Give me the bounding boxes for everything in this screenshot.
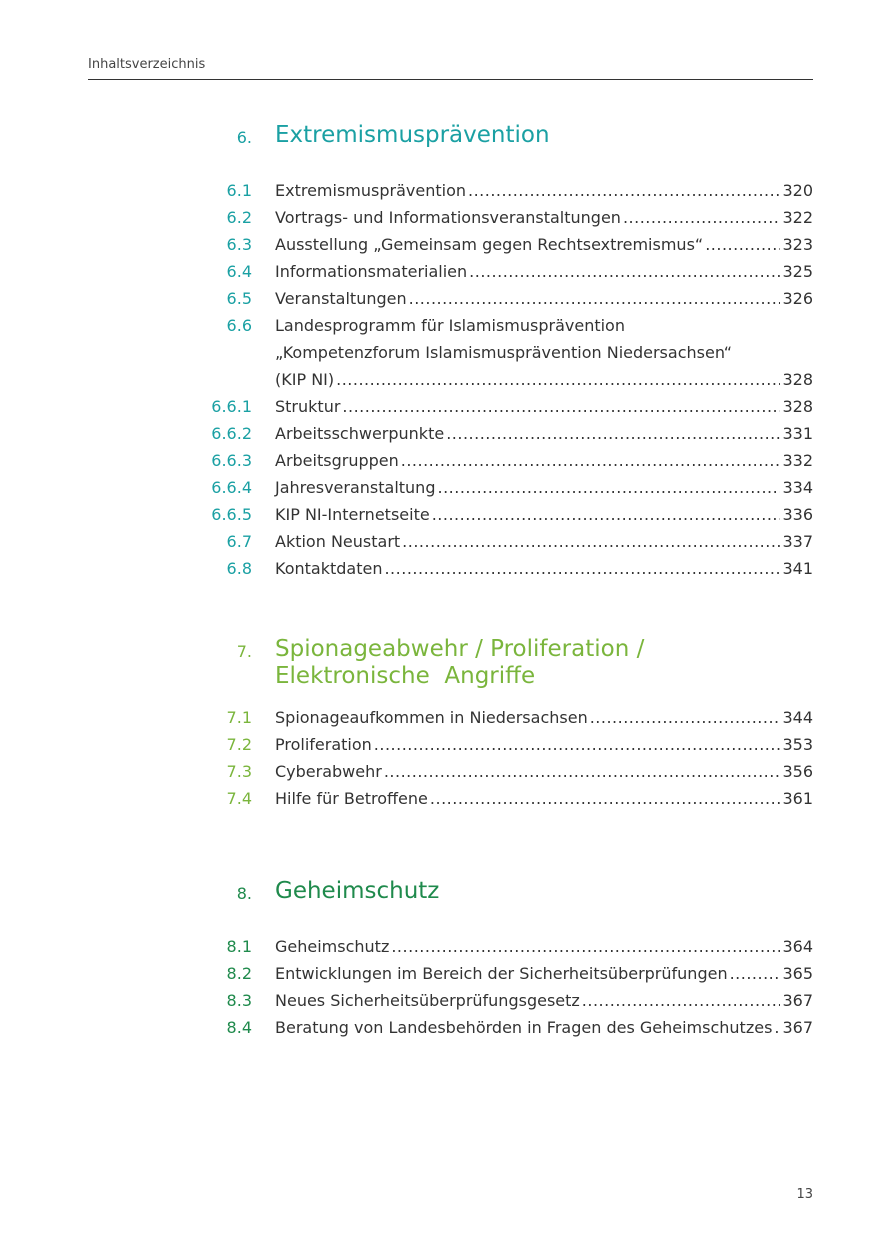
entry-content bbox=[275, 555, 813, 582]
toc-entry[interactable] bbox=[0, 474, 875, 501]
toc-entry[interactable] bbox=[0, 366, 875, 393]
entry-page-number: 344 bbox=[782, 708, 813, 727]
entry-number: 7.1 bbox=[226, 708, 252, 727]
toc-section bbox=[0, 636, 875, 812]
section-title-line: Extremismusprävention bbox=[275, 122, 550, 148]
entry-page-number: 323 bbox=[782, 235, 813, 254]
toc-entry[interactable] bbox=[0, 785, 875, 812]
toc-entry[interactable] bbox=[0, 704, 875, 731]
section-heading bbox=[0, 122, 875, 177]
entry-title: Beratung von Landesbehörden in Fragen des Geheimschutzes bbox=[275, 1018, 773, 1037]
entry-number: 6.6.3 bbox=[211, 451, 252, 470]
toc-entry[interactable] bbox=[0, 285, 875, 312]
entry-number: 7.3 bbox=[226, 762, 252, 781]
section-title bbox=[275, 636, 644, 690]
toc-entry[interactable] bbox=[0, 987, 875, 1014]
entry-title: Geheimschutz bbox=[275, 937, 390, 956]
entry-title: Extremismusprävention bbox=[275, 181, 466, 200]
entry-title: Entwicklungen im Bereich der Sicherheitsüberprüfungen bbox=[275, 964, 728, 983]
entry-page-number: 332 bbox=[782, 451, 813, 470]
toc-entry[interactable] bbox=[0, 258, 875, 285]
entry-title: Kontaktdaten bbox=[275, 559, 383, 578]
toc-entry[interactable] bbox=[0, 420, 875, 447]
dot-leader bbox=[774, 1014, 780, 1041]
toc-entry-line bbox=[0, 339, 875, 366]
toc-entry-line bbox=[0, 312, 875, 339]
toc-entry[interactable] bbox=[0, 231, 875, 258]
entry-page-number: 328 bbox=[782, 397, 813, 416]
entry-title-line: „Kompetenzforum Islamismusprävention Niedersachsen“ bbox=[275, 343, 733, 362]
entry-title: (KIP NI) bbox=[275, 370, 335, 389]
entry-page-number: 361 bbox=[782, 789, 813, 808]
entry-title: Informationsmaterialien bbox=[275, 262, 468, 281]
toc-section bbox=[0, 122, 875, 582]
entry-number: 8.2 bbox=[226, 964, 252, 983]
entry-content bbox=[275, 420, 813, 447]
entry-number: 8.1 bbox=[226, 937, 252, 956]
entry-title: Vortrags- und Informationsveranstaltungen bbox=[275, 208, 621, 227]
toc-entry[interactable] bbox=[0, 393, 875, 420]
dot-leader bbox=[437, 474, 780, 501]
toc-entry[interactable] bbox=[0, 731, 875, 758]
entry-page-number: 341 bbox=[782, 559, 813, 578]
section-title bbox=[275, 878, 439, 905]
entry-content bbox=[275, 1014, 813, 1041]
dot-leader bbox=[342, 393, 780, 420]
entry-number: 6.6.1 bbox=[211, 397, 252, 416]
entry-page-number: 331 bbox=[782, 424, 813, 443]
entry-content bbox=[275, 933, 813, 960]
entry-content bbox=[275, 987, 813, 1014]
entry-title: Struktur bbox=[275, 397, 341, 416]
entry-page-number: 353 bbox=[782, 735, 813, 754]
toc-entry[interactable] bbox=[0, 960, 875, 987]
section-title bbox=[275, 122, 550, 149]
entry-number: 7.2 bbox=[226, 735, 252, 754]
section-number: 7. bbox=[236, 642, 252, 661]
section-title-line: Geheimschutz bbox=[275, 878, 440, 904]
section-number: 6. bbox=[236, 128, 252, 147]
entry-number: 6.3 bbox=[226, 235, 252, 254]
entry-page-number: 322 bbox=[782, 208, 813, 227]
entry-title: Cyberabwehr bbox=[275, 762, 382, 781]
entry-content bbox=[275, 231, 813, 258]
section-title-line: Elektronische Angriffe bbox=[275, 663, 536, 689]
header-rule bbox=[88, 79, 813, 80]
dot-leader bbox=[391, 933, 780, 960]
entry-page-number: 364 bbox=[782, 937, 813, 956]
dot-leader bbox=[384, 555, 780, 582]
entry-number: 6.6.5 bbox=[211, 505, 252, 524]
entry-content bbox=[275, 204, 813, 231]
entry-title: Arbeitsschwerpunkte bbox=[275, 424, 445, 443]
entry-title-line: Landesprogramm für Islamismusprävention bbox=[275, 316, 625, 335]
entry-content bbox=[275, 366, 813, 393]
entry-number: 6.2 bbox=[226, 208, 252, 227]
toc-entry[interactable] bbox=[0, 758, 875, 785]
entry-number: 6.6.4 bbox=[211, 478, 252, 497]
entry-page-number: 365 bbox=[782, 964, 813, 983]
toc-entry[interactable] bbox=[0, 501, 875, 528]
entry-number: 6.7 bbox=[226, 532, 252, 551]
entry-content bbox=[275, 528, 813, 555]
entry-content bbox=[275, 258, 813, 285]
entry-title: Ausstellung „Gemeinsam gegen Rechtsextremismus“ bbox=[275, 235, 704, 254]
entry-number: 7.4 bbox=[226, 789, 252, 808]
entry-page-number: 320 bbox=[782, 181, 813, 200]
entry-page-number: 367 bbox=[782, 991, 813, 1010]
entry-content bbox=[275, 704, 813, 731]
toc-entry[interactable] bbox=[0, 1014, 875, 1041]
entry-content bbox=[275, 474, 813, 501]
section-heading bbox=[0, 878, 875, 933]
section-number: 8. bbox=[236, 884, 252, 903]
entry-content bbox=[275, 785, 813, 812]
dot-leader bbox=[446, 420, 780, 447]
entry-title: Veranstaltungen bbox=[275, 289, 407, 308]
toc-section bbox=[0, 878, 875, 1041]
dot-leader bbox=[730, 960, 781, 987]
entry-number: 6.6 bbox=[226, 316, 252, 335]
entry-title: Hilfe für Betroffene bbox=[275, 789, 428, 808]
toc-entry[interactable] bbox=[0, 204, 875, 231]
toc-entry[interactable] bbox=[0, 177, 875, 204]
entry-title: Jahresveranstaltung bbox=[275, 478, 436, 497]
entry-title: Aktion Neustart bbox=[275, 532, 401, 551]
dot-leader bbox=[469, 258, 780, 285]
entry-number: 6.4 bbox=[226, 262, 252, 281]
entry-content bbox=[275, 731, 813, 758]
entry-title: Arbeitsgruppen bbox=[275, 451, 399, 470]
dot-leader bbox=[402, 528, 780, 555]
dot-leader bbox=[590, 704, 781, 731]
entry-page-number: 367 bbox=[782, 1018, 813, 1037]
dot-leader bbox=[336, 366, 780, 393]
entry-number: 8.3 bbox=[226, 991, 252, 1010]
dot-leader bbox=[430, 785, 781, 812]
toc-entry[interactable] bbox=[0, 555, 875, 582]
entry-page-number: 328 bbox=[782, 370, 813, 389]
entry-page-number: 337 bbox=[782, 532, 813, 551]
entry-page-number: 326 bbox=[782, 289, 813, 308]
entry-content bbox=[275, 447, 813, 474]
dot-leader bbox=[374, 731, 781, 758]
dot-leader bbox=[705, 231, 780, 258]
dot-leader bbox=[384, 758, 781, 785]
entry-content bbox=[275, 501, 813, 528]
entry-number: 6.6.2 bbox=[211, 424, 252, 443]
toc-entry[interactable] bbox=[0, 447, 875, 474]
dot-leader bbox=[582, 987, 781, 1014]
toc-entry[interactable] bbox=[0, 933, 875, 960]
entry-number: 8.4 bbox=[226, 1018, 252, 1037]
entry-page-number: 334 bbox=[782, 478, 813, 497]
entry-content bbox=[275, 285, 813, 312]
entry-title: Spionageaufkommen in Niedersachsen bbox=[275, 708, 588, 727]
dot-leader bbox=[401, 447, 781, 474]
dot-leader bbox=[409, 285, 781, 312]
entry-content bbox=[275, 393, 813, 420]
dot-leader bbox=[432, 501, 781, 528]
dot-leader bbox=[623, 204, 781, 231]
entry-title: Neues Sicherheitsüberprüfungsgesetz bbox=[275, 991, 580, 1010]
toc-entry[interactable] bbox=[0, 528, 875, 555]
page-number: 13 bbox=[796, 1187, 813, 1202]
entry-number: 6.8 bbox=[226, 559, 252, 578]
running-head: Inhaltsverzeichnis bbox=[88, 57, 206, 72]
entry-content bbox=[275, 758, 813, 785]
entry-title: Proliferation bbox=[275, 735, 372, 754]
dot-leader bbox=[468, 177, 780, 204]
entry-number: 6.5 bbox=[226, 289, 252, 308]
entry-page-number: 336 bbox=[782, 505, 813, 524]
entry-page-number: 325 bbox=[782, 262, 813, 281]
section-heading bbox=[0, 636, 875, 704]
entry-content bbox=[275, 177, 813, 204]
section-title-line: Spionageabwehr / Proliferation / bbox=[275, 636, 645, 662]
entry-content bbox=[275, 960, 813, 987]
entry-page-number: 356 bbox=[782, 762, 813, 781]
entry-title: KIP NI-Internetseite bbox=[275, 505, 430, 524]
entry-number: 6.1 bbox=[226, 181, 252, 200]
